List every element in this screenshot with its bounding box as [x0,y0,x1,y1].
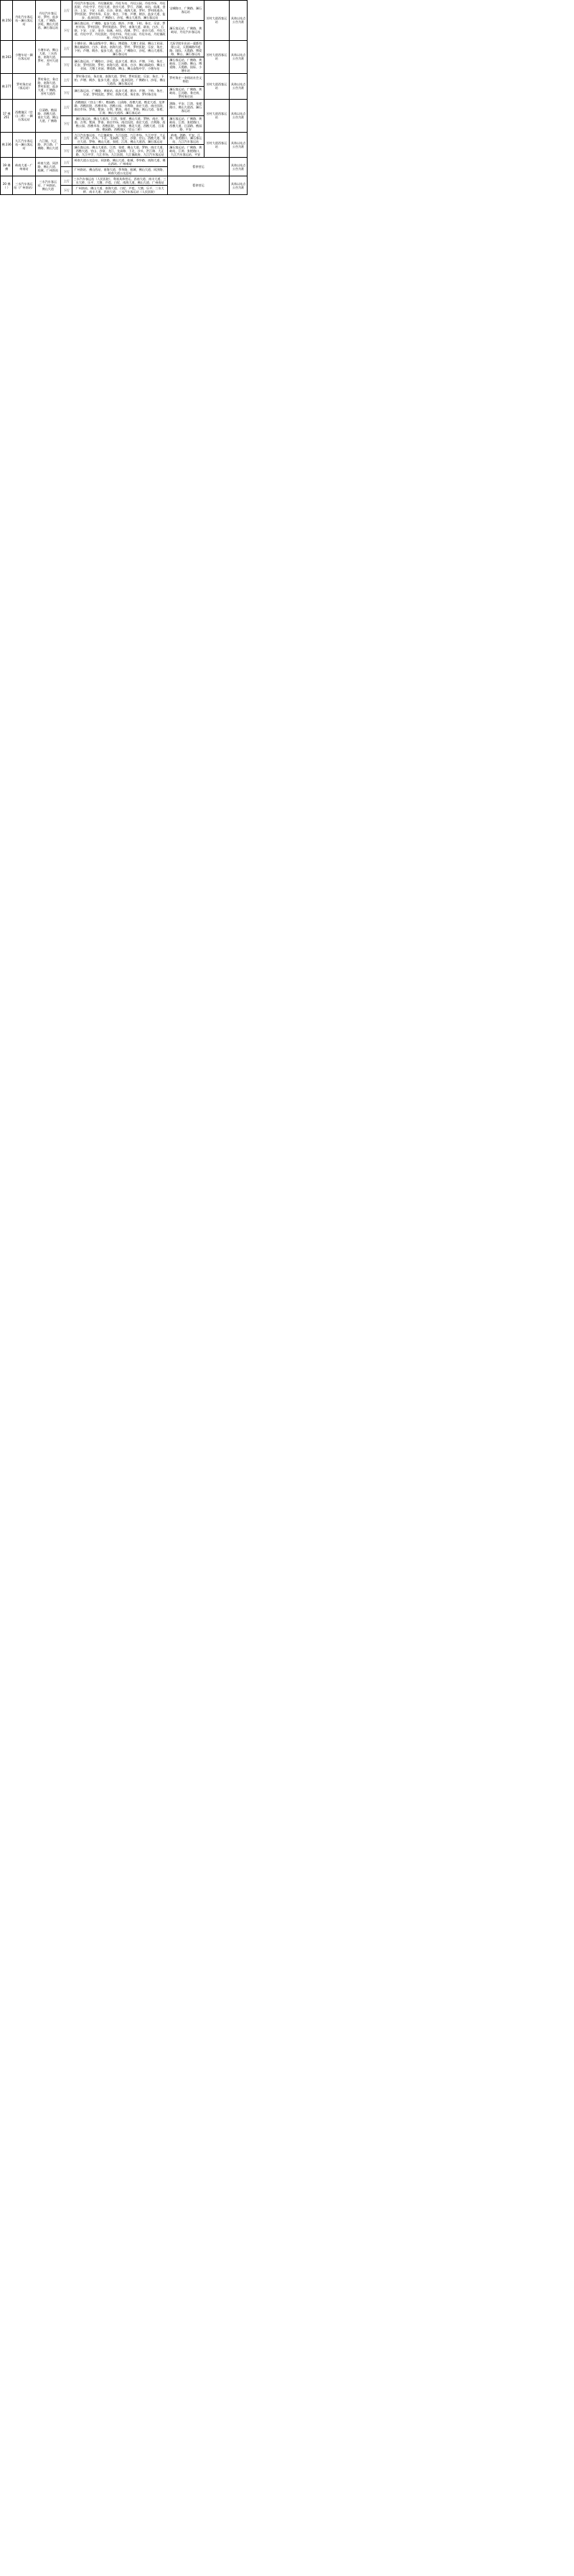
stop-list: 广州南站、佛山大道、南海大道、白坭、芦苞、大塘、乐平、三水大桥、南丰大道、西南大道、三水汽车客运站（人民医院） [72,186,168,195]
schedule-table [0,0,248,195]
table-row [1,176,248,186]
route-name: 西樵镇区（官山二桥）－澜石客运站 [13,99,35,132]
passing-stations: 大沥学院车出站－霍都有限公司、天霞城路市道路、国际、天霞路、博爱路、狮山、澜石客运站 [167,40,204,57]
route-endpoints: 丹灶汽车客运站、罗村、盐步大道、广佛路、沙尾、佛山大道西、澜石客运站 [35,1,61,41]
route-endpoints: 三水汽车客运站、广州南站、佛山大道 [35,176,61,195]
route-endpoints: 罗村务庄、务庄路、南海大道、罗村医院、盐步大道、广佛路、芳村大道西 [35,73,61,99]
passing-stations: 暂停营运 [167,176,229,195]
direction-down: 下行 [61,86,72,99]
remark: 具体以站点公告为准 [230,176,248,195]
table-body [1,1,248,195]
operator: 芳村大道西客运站 [204,1,230,41]
passing-stations: 澜石客运站、广佛路、黄岐站、江湾、张槎路口、九江汽车客运站、平安 [167,145,204,158]
operator: 芳村大道西客运站 [204,40,230,73]
stop-list: 九江汽车客运站、九江镇政府、九江医院、九江市场、九江中学、大正路、洪江路、沙头、下北、龙高路、龙江、沙富、官山、西樵大道、南庄大道、罗格、佛山大道、张槎、江湾、佛山大道西、澜石客运站 [72,132,168,145]
table-row [1,132,248,145]
remark: 具体以站点公告为准 [230,73,248,99]
passing-stations: 罗村务庄－金线站社会文物馆 [167,73,204,86]
passing-stations: 澜石客运站、广佛路、黄岐站、江河路、狮山、博爱路、天霞路、国际、小塘车站 [167,57,204,73]
stop-list: 澜石客运站、佛山大道西、江湾、张槎、佛山大道、罗格、南庄、紫南、吉利、紫洞、罗南、南庄市场、南庄医院、南庄大道、吉利路、西樵公园、西樵市场、西樵医院、龙津路、樵北大道、西樵大道、日清路、樵园路、西樵镇区（官山二桥） [72,115,168,132]
route-name: 九江汽车客运站－澜石客运站 [13,132,35,158]
row-index: 17 佛 251 [1,99,13,132]
table-row [1,40,248,57]
direction-up: 上行 [61,73,72,86]
operator: 芳村大道西客运站 [204,73,230,99]
direction-down: 下行 [61,115,72,132]
row-index: 19 佛 佛 [1,158,13,176]
stop-list: 澜石客运站、佛山大道西、江湾、张槎、佛山大道、罗格、南庄大道、西樵大道、官山、沙富、龙江、龙高路、下北、沙头、洪江路、大正路、九江中学、九江市场、九江医院、九江镇政府、九江汽车客运站 [72,145,168,158]
direction-down: 下行 [61,57,72,73]
route-name: 小塘车站－澜石客运站 [13,40,35,73]
direction-up: 上行 [61,132,72,145]
route-name: 岭南大道－广州南站 [13,158,35,176]
table-row [1,1,248,21]
direction-up: 上行 [61,158,72,167]
stop-list: 澜石客运站、广佛路口、沙尾、盐步大道、朗沙、芦塘、下柏、务庄、乐安、罗村医院、罗村、南海大道、联表、白沙、狮山镇政府、狮山工业园、大塘工业园、博爱路、狮山、狮山高级中学、小塘车站 [72,57,168,73]
stop-list: 丹灶汽车客运站、丹灶镇政府、丹灶车站、丹灶公园、丹灶市场、丹灶医院、丹灶中学、丹灶大道、金沙大道、罗行、西城、赤坑、仙溪、金沙、上安、下安、石联、白沙、联表、南海大道、罗村、罗村街道办、罗村医院、罗村市场、乐安、务庄、下柏、芦塘、朗沙、盐步大道、盐步、盐步医院、广佛路口、沙尾、佛山大道西、澜石客运站 [72,1,168,21]
passing-stations: 宝城路口、广佛路、澜石客运站 [167,1,204,21]
passing-stations: 澜石客运站、广佛路、黄岐站、江河路、务庄南、罗村务庄站 [167,86,204,99]
stop-list: 澜石客运站、广佛路、黄岐站、盐步大道、朗沙、芦塘、下柏、务庄、乐安、罗村医院、罗村、南海大道、务庄南、罗村务庄站 [72,86,168,99]
passing-stations: 澜石客运站、广佛路、黄岐站、江湾、张槎路口、西樵大道、日清路、樵园路、平安 [167,115,204,132]
remark: 具体以站点公告为准 [230,99,248,132]
route-name: 罗村务庄站（客运站） [13,73,35,99]
direction-down: 下行 [61,145,72,158]
remark: 具体以站点公告为准 [230,132,248,158]
route-endpoints: 九江镇、大正路、洪江路、广佛路、佛山大道 [35,132,61,158]
row-index: 佛 250 [1,1,13,41]
passing-stations: 酒路、平安、江湾、张槎路口、佛山大道西、澜石客运站 [167,99,204,115]
direction-up: 上行 [61,99,72,115]
direction-up: 上行 [61,40,72,57]
route-endpoints: 岭南大道、同济路、佛山大道、桂城、广州南站 [35,158,61,176]
remark: 具体以站点公告为准 [230,1,248,41]
passing-stations: 岭南、酒路、平安、江湾、张槎路口、澜石客运站、九江汽车客运站 [167,132,204,145]
route-endpoints: 小塘车站、狮山大道、三水西南、南海大道、罗村、芳村大道西 [35,40,61,73]
stop-list: 三水汽车客运站（人民医院）、粤富具体营运、西南大道、南丰大道、三水大桥、乐平、大塘、芦苞、白坭、南海大道、佛山大道、广州南站 [73,177,166,185]
stop-list: 岭南大道公交总站、同济路、佛山大道、桂城、季华路、南海大道、佛山西站、广州南站 [72,158,168,167]
operator: 芳村大道西客运站 [204,99,230,132]
direction-down: 下行 [61,167,72,176]
document-page [0,0,574,195]
passing-stations: 澜石客运站、广佛路、黄岐站、丹灶汽车客运站 [167,20,204,40]
row-index: 佛 263 [1,40,13,73]
stop-list: 小塘车站、狮山高级中学、狮山、博爱路、大塘工业园、狮山工业园、狮山镇政府、白沙、联表、南海大道、罗村、罗村医院、乐安、务庄、下柏、芦塘、朗沙、盐步大道、盐步、广佛路口、沙尾、佛山大道西、澜石客运站 [72,40,168,57]
row-index: 佛 277 [1,73,13,99]
table-row [1,99,248,115]
passing-stations: 暂停营运 [167,158,229,176]
stop-list: 澜石客运站、广佛路、盐步大道、朗沙、芦塘、下柏、务庄、乐安、罗村市场、罗村医院、罗村街道办、罗村、南海大道、联表、白沙、石联、下安、上安、金沙、仙溪、赤坑、西城、罗行、金沙大道、丹灶大道、丹灶中学、丹灶医院、丹灶市场、丹灶公园、丹灶车站、丹灶镇政府、丹灶汽车客运站 [72,20,168,40]
table-row [1,73,248,86]
route-name: 三水汽车客运站（广州南站） [13,176,35,195]
stop-list: 广州南站、佛山西站、南海大道、季华路、桂城、佛山大道、同济路、岭南大道公交总站 [72,167,168,176]
stop-list: 西樵镇区（官山二桥）、樵园路、日清路、西樵大道、樵北大道、龙津路、西樵医院、西樵市场、西樵公园、吉利路、南庄大道、南庄医院、南庄市场、罗南、紫洞、吉利、紫南、南庄、罗格、佛山大道、张槎、江湾、佛山大道西、澜石客运站 [72,99,168,115]
route-name: 丹灶汽车客运站－澜石客运站 [13,1,35,41]
operator: 芳村大道西客运站 [204,132,230,158]
direction-up: 上行 [61,176,72,186]
direction-down: 下行 [61,20,72,40]
table-row [1,158,248,167]
direction-down: 下行 [61,186,72,195]
remark: 具体以站点公告为准 [230,158,248,176]
direction-up: 上行 [61,1,72,21]
row-index: 佛 236 [1,132,13,158]
remark: 具体以站点公告为准 [230,40,248,73]
stop-list: 罗村务庄站、务庄南、南海大道、罗村、罗村医院、乐安、务庄、下柏、芦塘、朗沙、盐步大道、盐步、盐步医院、广佛路口、沙尾、佛山大道西、澜石客运站 [72,73,168,86]
route-endpoints: 日清路、樵园路、西樵大道、南庄大道、佛山大道、广佛路 [35,99,61,132]
row-index: 20 佛 （ ） [1,176,13,195]
